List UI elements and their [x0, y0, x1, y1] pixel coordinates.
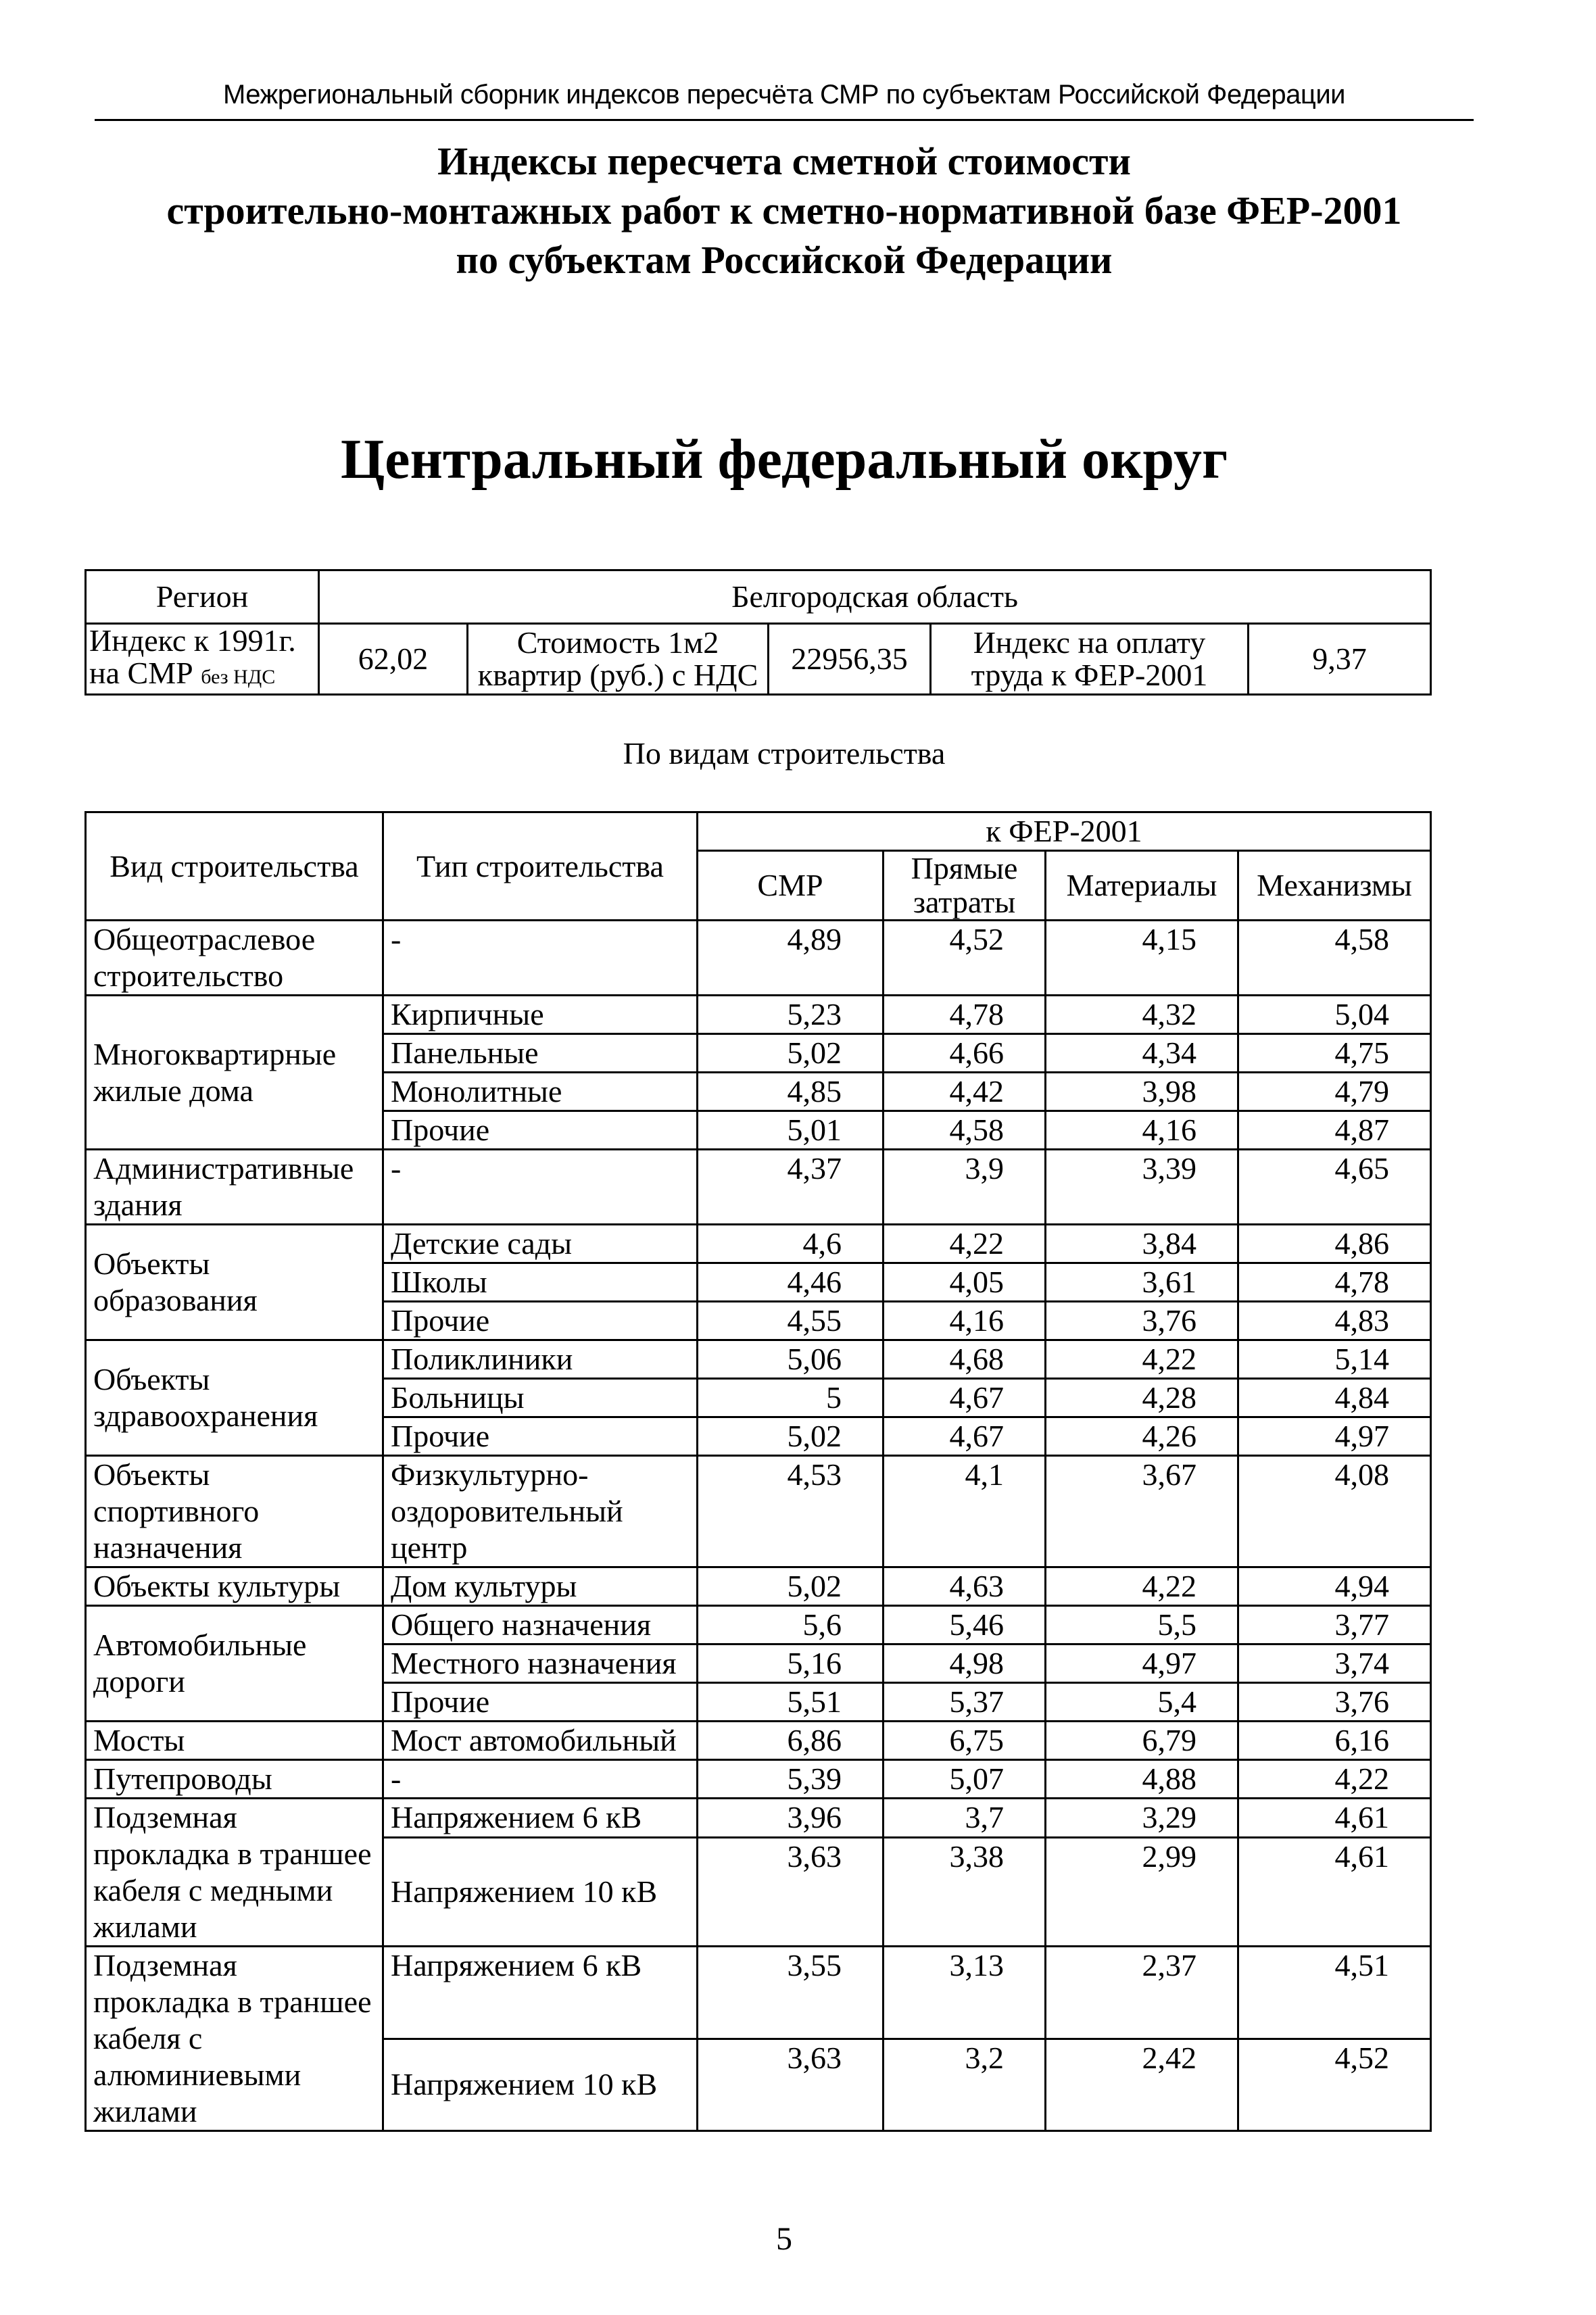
construction-type: Общего назначения	[383, 1606, 698, 1644]
machines-value: 4,61	[1238, 1838, 1431, 1947]
page-number: 5	[776, 2221, 792, 2257]
direct-costs-value: 4,78	[884, 996, 1046, 1034]
construction-kind: Административные здания	[86, 1150, 383, 1225]
construction-kind: Автомобильные дороги	[86, 1606, 383, 1722]
machines-value: 3,74	[1238, 1644, 1431, 1683]
smr-value: 4,46	[698, 1263, 884, 1302]
direct-costs-value: 4,22	[884, 1225, 1046, 1263]
machines-value: 4,22	[1238, 1760, 1431, 1799]
direct-costs-value: 6,75	[884, 1722, 1046, 1760]
materials-value: 5,5	[1046, 1606, 1238, 1644]
materials-value: 3,29	[1046, 1799, 1238, 1838]
construction-type: Школы	[383, 1263, 698, 1302]
construction-kind: Подземная прокладка в траншее кабеля с медными жилами	[86, 1799, 383, 1947]
materials-value: 4,22	[1046, 1340, 1238, 1379]
table-row	[86, 1606, 1431, 1644]
smr-value: 3,55	[698, 1947, 884, 2039]
materials-value: 3,61	[1046, 1263, 1238, 1302]
region-name: Белгородская область	[319, 570, 1431, 624]
materials-value: 2,37	[1046, 1947, 1238, 2039]
table-row	[86, 1456, 1431, 1567]
header-machines: Механизмы	[1238, 851, 1431, 921]
header-rule	[95, 119, 1474, 121]
construction-type: Мост автомобильный	[383, 1722, 698, 1760]
header-materials: Материалы	[1046, 851, 1238, 921]
construction-type: Прочие	[383, 1111, 698, 1150]
direct-costs-value: 4,52	[884, 921, 1046, 996]
materials-value: 5,4	[1046, 1683, 1238, 1722]
table-row	[86, 1340, 1431, 1379]
machines-value: 4,51	[1238, 1947, 1431, 2039]
labor-index-value: 9,37	[1249, 624, 1431, 695]
direct-costs-value: 3,13	[884, 1947, 1046, 2039]
direct-costs-value: 4,68	[884, 1340, 1046, 1379]
table-row	[86, 1225, 1431, 1263]
smr-value: 4,55	[698, 1302, 884, 1340]
smr-value: 4,89	[698, 921, 884, 996]
header-type: Тип строительства	[383, 812, 698, 921]
indices-table	[84, 811, 1432, 2132]
region-label: Регион	[86, 570, 319, 624]
construction-type: -	[383, 1760, 698, 1799]
table-row	[86, 1760, 1431, 1799]
materials-value: 4,34	[1046, 1034, 1238, 1073]
smr-value: 5,16	[698, 1644, 884, 1683]
construction-kind: Объекты спортивного назначения	[86, 1456, 383, 1567]
construction-type: Прочие	[383, 1683, 698, 1722]
table-row	[86, 1150, 1431, 1225]
construction-type: Физкультурно-оздоровительный центр	[383, 1456, 698, 1567]
direct-costs-value: 4,05	[884, 1263, 1046, 1302]
title-line-2: строительно-монтажных работ к сметно-нормативной базе ФЕР-2001	[166, 189, 1402, 233]
index-1991-value: 62,02	[319, 624, 468, 695]
machines-value: 4,65	[1238, 1150, 1431, 1225]
smr-value: 5,06	[698, 1340, 884, 1379]
materials-value: 4,32	[1046, 996, 1238, 1034]
machines-value: 4,78	[1238, 1263, 1431, 1302]
construction-type: Монолитные	[383, 1073, 698, 1111]
construction-type: Напряжением 10 кВ	[383, 2039, 698, 2131]
smr-value: 5,02	[698, 1567, 884, 1606]
machines-value: 4,87	[1238, 1111, 1431, 1150]
document-title	[68, 137, 1501, 285]
smr-value: 5,23	[698, 996, 884, 1034]
direct-costs-value: 5,46	[884, 1606, 1046, 1644]
construction-kind: Объекты здравоохранения	[86, 1340, 383, 1456]
smr-value: 4,53	[698, 1456, 884, 1567]
labor-index-label: Индекс на оплату труда к ФЕР-2001	[931, 624, 1249, 695]
running-header: Межрегиональный сборник индексов пересчёта СМР по субъектам Российской Федерации	[222, 80, 1346, 109]
machines-value: 4,79	[1238, 1073, 1431, 1111]
header-kind: Вид строительства	[86, 812, 383, 921]
construction-type: Детские сады	[383, 1225, 698, 1263]
direct-costs-value: 5,37	[884, 1683, 1046, 1722]
smr-value: 5,01	[698, 1111, 884, 1150]
header-smr: СМР	[698, 851, 884, 921]
direct-costs-value: 3,7	[884, 1799, 1046, 1838]
table-row	[86, 1947, 1431, 2039]
materials-value: 4,97	[1046, 1644, 1238, 1683]
smr-value: 4,85	[698, 1073, 884, 1111]
table-row	[86, 1799, 1431, 1838]
machines-value: 5,04	[1238, 996, 1431, 1034]
construction-type: -	[383, 1150, 698, 1225]
construction-type: Напряжением 6 кВ	[383, 1947, 698, 2039]
smr-value: 5,02	[698, 1034, 884, 1073]
table-body	[86, 921, 1431, 2131]
section-subtitle: По видам строительства	[623, 736, 946, 771]
materials-value: 3,39	[1046, 1150, 1238, 1225]
materials-value: 4,15	[1046, 921, 1238, 996]
table-row	[86, 996, 1431, 1034]
machines-value: 4,84	[1238, 1379, 1431, 1417]
machines-value: 4,86	[1238, 1225, 1431, 1263]
smr-value: 5,6	[698, 1606, 884, 1644]
materials-value: 3,67	[1046, 1456, 1238, 1567]
construction-type: Прочие	[383, 1302, 698, 1340]
header-direct: Прямые затраты	[884, 851, 1046, 921]
materials-value: 4,22	[1046, 1567, 1238, 1606]
smr-value: 5,39	[698, 1760, 884, 1799]
machines-value: 4,58	[1238, 921, 1431, 996]
construction-type: Напряжением 6 кВ	[383, 1799, 698, 1838]
direct-costs-value: 4,58	[884, 1111, 1046, 1150]
construction-kind: Подземная прокладка в траншее кабеля с алюминиевыми жилами	[86, 1947, 383, 2131]
materials-value: 3,76	[1046, 1302, 1238, 1340]
construction-type: Прочие	[383, 1417, 698, 1456]
machines-value: 4,97	[1238, 1417, 1431, 1456]
direct-costs-value: 4,63	[884, 1567, 1046, 1606]
machines-value: 3,76	[1238, 1683, 1431, 1722]
direct-costs-value: 3,38	[884, 1838, 1046, 1947]
materials-value: 2,99	[1046, 1838, 1238, 1947]
machines-value: 4,52	[1238, 2039, 1431, 2131]
materials-value: 4,26	[1046, 1417, 1238, 1456]
header-fer-group: к ФЕР-2001	[698, 812, 1431, 851]
direct-costs-value: 4,98	[884, 1644, 1046, 1683]
machines-value: 4,94	[1238, 1567, 1431, 1606]
smr-value: 6,86	[698, 1722, 884, 1760]
region-table	[84, 569, 1432, 696]
smr-value: 5,02	[698, 1417, 884, 1456]
table-row	[86, 921, 1431, 996]
smr-value: 4,6	[698, 1225, 884, 1263]
materials-value: 6,79	[1046, 1722, 1238, 1760]
construction-kind: Многоквартирные жилые дома	[86, 996, 383, 1150]
construction-type: Больницы	[383, 1379, 698, 1417]
table-row	[86, 1722, 1431, 1760]
direct-costs-value: 4,16	[884, 1302, 1046, 1340]
construction-kind: Мосты	[86, 1722, 383, 1760]
machines-value: 6,16	[1238, 1722, 1431, 1760]
materials-value: 4,88	[1046, 1760, 1238, 1799]
materials-value: 2,42	[1046, 2039, 1238, 2131]
machines-value: 4,61	[1238, 1799, 1431, 1838]
construction-type: Панельные	[383, 1034, 698, 1073]
construction-kind: Объекты образования	[86, 1225, 383, 1340]
direct-costs-value: 3,2	[884, 2039, 1046, 2131]
materials-value: 3,84	[1046, 1225, 1238, 1263]
direct-costs-value: 4,42	[884, 1073, 1046, 1111]
construction-type: Местного назначения	[383, 1644, 698, 1683]
machines-value: 4,08	[1238, 1456, 1431, 1567]
machines-value: 4,75	[1238, 1034, 1431, 1073]
smr-value: 5,51	[698, 1683, 884, 1722]
smr-value: 4,37	[698, 1150, 884, 1225]
smr-value: 3,63	[698, 1838, 884, 1947]
smr-value: 3,63	[698, 2039, 884, 2131]
smr-value: 3,96	[698, 1799, 884, 1838]
cost-label: Стоимость 1м2 квартир (руб.) с НДС	[468, 624, 769, 695]
direct-costs-value: 4,67	[884, 1417, 1046, 1456]
table-row	[86, 1567, 1431, 1606]
construction-kind: Общеотраслевое строительство	[86, 921, 383, 996]
smr-value: 5	[698, 1379, 884, 1417]
title-line-1: Индексы пересчета сметной стоимости	[437, 139, 1131, 183]
direct-costs-value: 4,1	[884, 1456, 1046, 1567]
construction-kind: Путепроводы	[86, 1760, 383, 1799]
machines-value: 4,83	[1238, 1302, 1431, 1340]
machines-value: 3,77	[1238, 1606, 1431, 1644]
cost-value: 22956,35	[769, 624, 931, 695]
construction-type: -	[383, 921, 698, 996]
district-heading: Центральный федеральный округ	[340, 428, 1228, 491]
direct-costs-value: 4,66	[884, 1034, 1046, 1073]
construction-type: Кирпичные	[383, 996, 698, 1034]
materials-value: 3,98	[1046, 1073, 1238, 1111]
materials-value: 4,28	[1046, 1379, 1238, 1417]
direct-costs-value: 4,67	[884, 1379, 1046, 1417]
machines-value: 5,14	[1238, 1340, 1431, 1379]
materials-value: 4,16	[1046, 1111, 1238, 1150]
direct-costs-value: 3,9	[884, 1150, 1046, 1225]
title-line-3: по субъектам Российской Федерации	[456, 238, 1113, 282]
index-1991-label: Индекс к 1991г. на СМР без НДС	[86, 624, 319, 695]
construction-kind: Объекты культуры	[86, 1567, 383, 1606]
construction-type: Напряжением 10 кВ	[383, 1838, 698, 1947]
direct-costs-value: 5,07	[884, 1760, 1046, 1799]
construction-type: Дом культуры	[383, 1567, 698, 1606]
construction-type: Поликлиники	[383, 1340, 698, 1379]
